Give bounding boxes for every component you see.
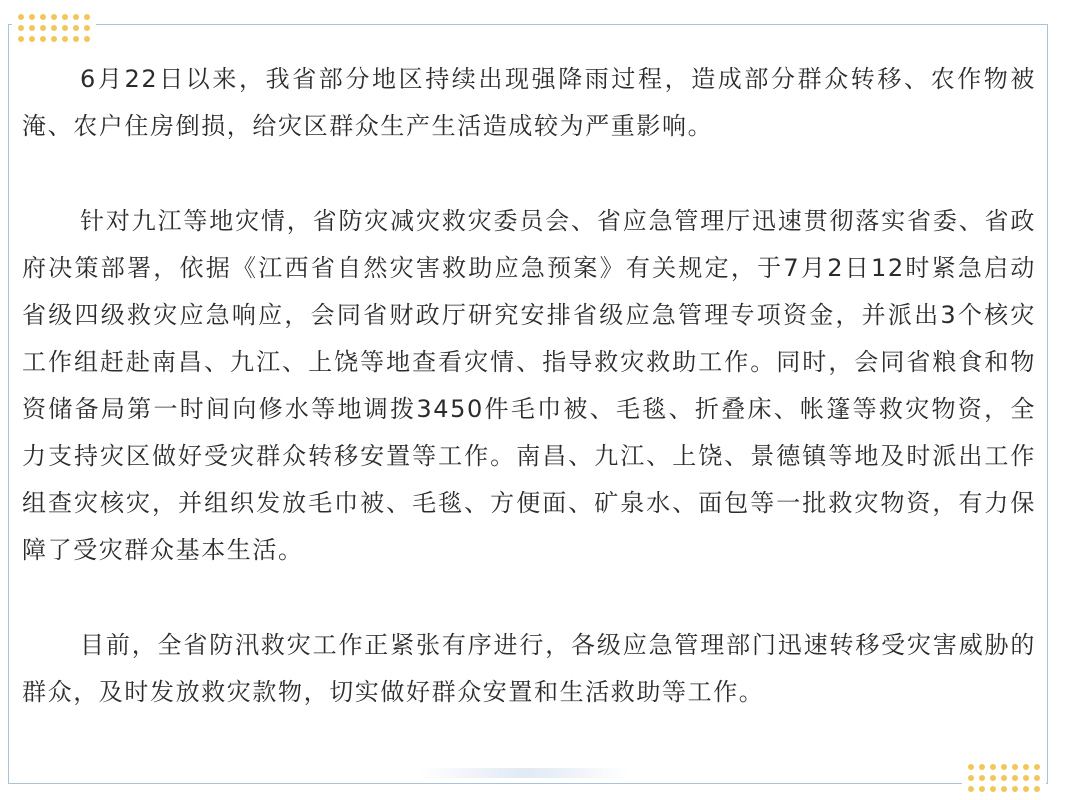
decorative-dot <box>1034 786 1040 792</box>
paragraph-1: 6月22日以来，我省部分地区持续出现强降雨过程，造成部分群众转移、农作物被淹、农户住房倒损，给灾区群众生产生活造成较为严重影响。 <box>22 65 1036 140</box>
decorative-dot <box>73 36 79 42</box>
decorative-dot <box>979 764 985 770</box>
paragraph-3: 目前，全省防汛救灾工作正紧张有序进行，各级应急管理部门迅速转移受灾害威胁的群众，及时发放救灾款物，切实做好群众安置和生活救助等工作。 <box>22 631 1036 706</box>
decorative-dot <box>968 775 974 781</box>
paragraph-2: 针对九江等地灾情，省防灾减灾救灾委员会、省应急管理厅迅速贯彻落实省委、省政府决策部署，依据《江西省自然灾害救助应急预案》有关规定，于7月2日12时紧急启动省级四级救灾应急响应，会同省财政厅研究安排省级应急管理专项资金，并派出3个核灾工作组赶赴南昌、九江、上饶等地查看灾情、指导救灾救助工作。同时，会同省粮食和物资储备局第一时间向修水等地调拨3450件毛巾被、毛毯、折叠床、帐篷等救灾物资，全力支持灾区做好受灾群众转移安置等工作。南昌、九江、上饶、景德镇等地及时派出工作组查灾核灾，并组织发放毛巾被、毛毯、方便面、矿泉水、面包等一批救灾物资，有力保障了受灾群众基本生活。 <box>22 207 1036 564</box>
decorative-dot <box>1001 764 1007 770</box>
article-body <box>22 56 1036 716</box>
decorative-dot <box>73 25 79 31</box>
decorative-bottom-smudge <box>420 768 630 778</box>
decorative-dot <box>62 25 68 31</box>
decorative-dot <box>990 775 996 781</box>
decorative-dot <box>62 14 68 20</box>
decorative-dot <box>979 786 985 792</box>
decorative-dot <box>1001 775 1007 781</box>
decorative-dot <box>1034 775 1040 781</box>
decorative-dot <box>51 25 57 31</box>
decorative-dot <box>18 36 24 42</box>
decorative-dot <box>51 36 57 42</box>
decorative-dot <box>990 786 996 792</box>
decorative-dot <box>1034 764 1040 770</box>
decorative-dot <box>1023 786 1029 792</box>
decorative-dot <box>18 14 24 20</box>
decorative-dot <box>73 14 79 20</box>
decorative-dot <box>1012 786 1018 792</box>
decorative-dot <box>968 764 974 770</box>
decorative-dot <box>40 14 46 20</box>
decorative-dot <box>18 25 24 31</box>
decorative-dot <box>29 14 35 20</box>
decorative-dot <box>84 25 90 31</box>
decorative-dot <box>40 25 46 31</box>
decorative-dot <box>29 25 35 31</box>
decorative-dot <box>1012 775 1018 781</box>
decorative-dot <box>1012 764 1018 770</box>
decorative-dot <box>990 764 996 770</box>
decorative-dots-top-left <box>12 12 96 44</box>
decorative-dot <box>40 36 46 42</box>
decorative-dot <box>29 36 35 42</box>
decorative-dot <box>979 775 985 781</box>
decorative-dot <box>1023 775 1029 781</box>
decorative-dot <box>84 36 90 42</box>
decorative-dots-bottom-right <box>962 762 1046 794</box>
decorative-dot <box>968 786 974 792</box>
decorative-dot <box>1023 764 1029 770</box>
decorative-dot <box>84 14 90 20</box>
decorative-dot <box>62 36 68 42</box>
decorative-dot <box>1001 786 1007 792</box>
decorative-dot <box>51 14 57 20</box>
